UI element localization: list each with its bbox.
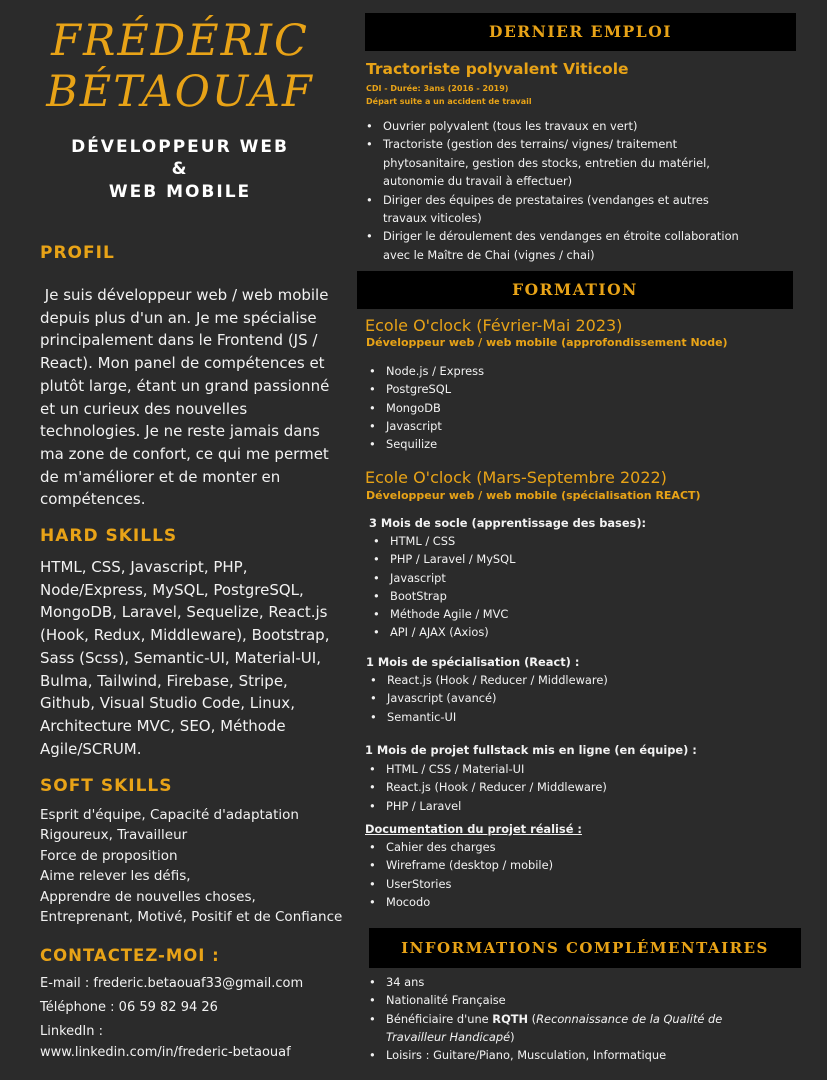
formation-heading: FORMATION [357,271,793,309]
list-item: • HTML / CSS [369,532,669,550]
list-item: • Sequilize [365,435,665,453]
last-name: BÉTAOUAF [46,67,314,117]
list-item: • UserStories [365,875,685,893]
profile-heading: PROFIL [40,243,115,263]
list-item: • React.js (Hook / Reducer / Middleware) [366,671,686,689]
list-item: • 34 ans [365,973,725,991]
last-job-heading: DERNIER EMPLOI [365,13,796,51]
soft-skill-item: Entreprenant, Motivé, Positif et de Confiance [40,909,343,926]
rqth-acronym: RQTH [492,1011,529,1026]
contact-email[interactable]: E-mail : frederic.betaouaf33@gmail.com [40,976,304,991]
contact-linkedin-url[interactable]: www.linkedin.com/in/frederic-betaouaf [40,1045,291,1060]
list-item: • BootStrap [369,587,669,605]
list-item: • Méthode Agile / MVC [369,605,669,623]
school2-subtitle: Développeur web / web mobile (spécialisation REACT) [366,489,701,502]
soft-skills-list [40,805,343,927]
hard-skills-heading: HARD SKILLS [40,526,178,546]
school2-group3-title: 1 Mois de projet fullstack mis en ligne (en équipe) : [365,743,697,757]
school2-group1-title: 3 Mois de socle (apprentissage des bases): [369,516,647,530]
list-item: • API / AJAX (Axios) [369,623,669,641]
list-item: • Javascript [369,569,669,587]
contact-phone[interactable]: Téléphone : 06 59 82 94 26 [40,1000,218,1015]
rqth-prefix: Bénéficiaire d'une [386,1011,493,1026]
first-name: FRÉDÉRIC [51,16,309,66]
list-item: • Node.js / Express [365,362,665,380]
contact-heading: CONTACTEZ-MOI : [40,946,220,965]
last-job-title: Tractoriste polyvalent Viticole [366,60,629,78]
job-title-line1: DÉVELOPPEUR WEB [71,137,289,157]
list-item: • PHP / Laravel / MySQL [369,550,669,568]
soft-skill-item: Esprit d'équipe, Capacité d'adaptation [40,807,299,823]
last-job-departure: Départ suite a un accident de travail [366,97,532,106]
soft-skills-heading: SOFT SKILLS [40,776,173,796]
list-item: • PHP / Laravel [365,797,685,815]
list-item: • Cahier des charges [365,838,685,856]
list-item: • Tractoriste (gestion des terrains/ vignes/ traitement phytosanitaire, gestion des stocks, entretien du matériel, autonomie du travail à effectuer) [362,135,747,190]
info-list [365,973,725,1064]
doc-list [365,838,685,911]
list-item: • Loisirs : Guitare/Piano, Musculation, Informatique [365,1046,725,1064]
school1-subtitle: Développeur web / web mobile (approfondissement Node) [366,336,728,349]
soft-skill-item: Rigoureux, Travailleur [40,827,188,844]
school2-group2-title: 1 Mois de spécialisation (React) : [366,655,580,669]
list-item: • Javascript [365,417,665,435]
info-heading: INFORMATIONS COMPLÉMENTAIRES [369,928,801,968]
list-item: • Diriger des équipes de prestataires (vendanges et autres travaux viticoles) [362,191,747,228]
list-item: • Wireframe (desktop / mobile) [365,856,685,874]
list-item [365,1010,725,1047]
job-title-ampersand: & [171,159,189,179]
last-job-tasks [362,117,747,264]
last-job-contract: CDI - Durée: 3ans (2016 - 2019) [366,84,509,93]
list-item: • Semantic-UI [366,708,686,726]
hard-skills-text: HTML, CSS, Javascript, PHP, Node/Express, MySQL, PostgreSQL, MongoDB, Laravel, Sequelize, React.js (Hook, Redux, Middleware), Bootstrap, Sass (Scss), Semantic-UI, Material-UI, Bulma, Tailwind, Firebase, Stripe, Github, Visual Studio Code, Linux, Architecture MVC, SEO, Méthode Agile/SCRUM. [40,558,330,758]
soft-skill-item: Apprendre de nouvelles choses, [40,888,256,905]
list-item: • Diriger le déroulement des vendanges en étroite collaboration avec le Maître de Chai (vignes / chai) [362,227,747,264]
list-item: • Nationalité Française [365,991,725,1009]
school2-group2-list [366,671,686,726]
profile-text: Je suis développeur web / web mobile depuis plus d'un an. Je me spécialise principalement dans le Frontend (JS / React). Mon panel de compétences et plutôt large, étant un grand passionné et un curieux des nouvelles technologies. Je ne reste jamais dans ma zone de confort, ce qui me permet de m'améliorer et de monter en compétences. [40,286,335,509]
rqth-close: ) [510,1029,515,1044]
list-item: • HTML / CSS / Material-UI [365,760,685,778]
list-item: • Ouvrier polyvalent (tous les travaux en vert) [362,117,747,135]
school2-group3-list [365,760,685,815]
school1-topics [365,362,665,453]
rqth-open: ( [528,1011,537,1026]
school2-name: Ecole O'clock (Mars-Septembre 2022) [365,468,667,487]
list-item: • PostgreSQL [365,380,665,398]
list-item: • React.js (Hook / Reducer / Middleware) [365,778,685,796]
school1-name: Ecole O'clock (Février-Mai 2023) [365,316,623,335]
contact-linkedin-label: LinkedIn : [40,1024,103,1039]
list-item: • Javascript (avancé) [366,689,686,707]
soft-skill-item: Force de proposition [40,847,178,864]
job-title-line3: WEB MOBILE [108,182,252,202]
list-item: • Mocodo [365,893,685,911]
list-item: • MongoDB [365,399,665,417]
rqth-description: Reconnaissance de la Qualité de Travailleur Handicapé [386,1011,723,1044]
doc-title: Documentation du projet réalisé : [365,822,582,836]
soft-skill-item: Aime relever les défis, [40,868,191,885]
school2-group1-list [369,532,669,642]
